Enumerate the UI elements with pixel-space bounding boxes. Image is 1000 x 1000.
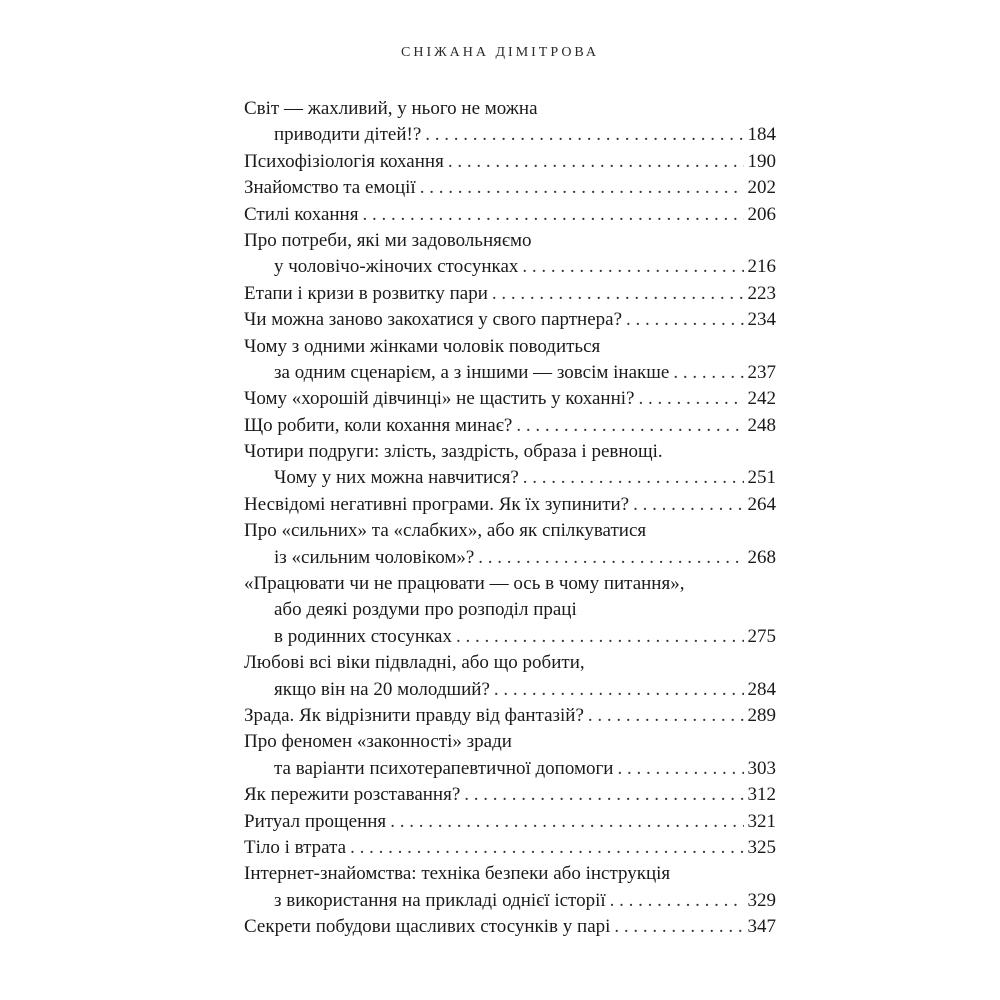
toc-entry <box>244 386 776 412</box>
toc-entry-title: Несвідомі негативні програми. Як їх зупинити? <box>244 493 630 515</box>
toc-page-number: 190 <box>747 150 776 172</box>
toc-entry-title: з використання на прикладі однієї історії <box>274 889 606 911</box>
toc-page-number: 275 <box>747 625 776 647</box>
toc-line <box>244 809 776 835</box>
toc-line <box>244 597 776 623</box>
toc-entry-title: Чому з одними жінками чоловік поводиться <box>244 335 601 357</box>
toc-entry <box>244 835 776 861</box>
toc-entry <box>244 703 776 729</box>
toc-entry-title: Чому у них можна навчитися? <box>274 467 519 489</box>
toc-line <box>244 756 776 782</box>
toc-entry <box>244 518 776 571</box>
dot-leader <box>350 835 743 861</box>
dot-leader <box>626 307 743 333</box>
toc-entry <box>244 439 776 492</box>
toc-entry <box>244 96 776 149</box>
toc-entry-title: «Працювати чи не працювати — ось в чому питання», <box>244 573 685 595</box>
toc-page-number: 248 <box>747 414 776 436</box>
dot-leader <box>390 809 743 835</box>
toc-entry-title: Про феномен «законності» зради <box>244 731 512 753</box>
toc-line <box>244 254 776 280</box>
toc-line <box>244 624 776 650</box>
dot-leader <box>614 914 743 940</box>
toc-line <box>244 650 776 676</box>
toc-entry <box>244 571 776 650</box>
dot-leader <box>673 360 743 386</box>
toc-page-number: 184 <box>747 124 776 146</box>
toc-entry <box>244 729 776 782</box>
toc-entry-title: та варіанти психотерапевтичної допомоги <box>274 757 614 779</box>
toc-line <box>244 122 776 148</box>
toc-page-number: 303 <box>747 757 776 779</box>
toc-line <box>244 228 776 254</box>
toc-entry <box>244 202 776 228</box>
toc-entry-title: Як пережити розставання? <box>244 784 461 806</box>
toc-entry <box>244 228 776 281</box>
toc-entry <box>244 334 776 387</box>
dot-leader <box>638 386 743 412</box>
running-header: СНІЖАНА ДІМІТРОВА <box>401 45 599 60</box>
toc-entry-title: Про потреби, які ми задовольняємо <box>244 229 532 251</box>
table-of-contents <box>244 96 776 941</box>
toc-entry-title: Стилі кохання <box>244 203 359 225</box>
toc-page-number: 312 <box>747 784 776 806</box>
toc-line <box>244 281 776 307</box>
dot-leader <box>448 149 744 175</box>
dot-leader <box>494 677 744 703</box>
dot-leader <box>456 624 744 650</box>
toc-entry-title: або деякі роздуми про розподіл праці <box>274 599 577 621</box>
toc-line <box>244 202 776 228</box>
dot-leader <box>362 202 743 228</box>
dot-leader <box>523 465 744 491</box>
toc-line <box>244 386 776 412</box>
toc-entry-title: у чоловічо-жіночих стосунках <box>274 256 519 278</box>
toc-entry <box>244 175 776 201</box>
toc-line <box>244 334 776 360</box>
toc-line <box>244 782 776 808</box>
dot-leader <box>478 545 743 571</box>
dot-leader <box>522 254 743 280</box>
toc-page-number: 202 <box>747 177 776 199</box>
toc-page-number: 264 <box>747 493 776 515</box>
dot-leader <box>425 122 743 148</box>
dot-leader <box>420 175 744 201</box>
toc-page-number: 289 <box>747 704 776 726</box>
toc-entry-title: Чому «хорошій дівчинці» не щастить у коханні? <box>244 388 635 410</box>
toc-entry-title: Зрада. Як відрізнити правду від фантазій? <box>244 704 584 726</box>
toc-line <box>244 175 776 201</box>
dot-leader <box>492 281 744 307</box>
toc-entry-title: із «сильним чоловіком»? <box>274 546 475 568</box>
toc-page-number: 206 <box>747 203 776 225</box>
toc-entry-title: за одним сценарієм, а з іншими — зовсім інакше <box>274 361 670 383</box>
toc-entry-title: якщо він на 20 молодший? <box>274 678 490 700</box>
toc-entry-title: Інтернет-знайомства: техніка безпеки або інструкція <box>244 863 671 885</box>
toc-line <box>244 96 776 122</box>
toc-line <box>244 729 776 755</box>
toc-entry-title: Секрети побудови щасливих стосунків у парі <box>244 916 611 938</box>
toc-line <box>244 677 776 703</box>
toc-entry-title: Світ — жахливий, у нього не можна <box>244 98 538 119</box>
toc-line <box>244 149 776 175</box>
toc-line <box>244 492 776 518</box>
toc-entry-title: Знайомство та емоції <box>244 177 416 199</box>
toc-entry-title: Ритуал прощення <box>244 810 387 832</box>
toc-page-number: 223 <box>747 282 776 304</box>
toc-entry <box>244 861 776 914</box>
toc-page-number: 216 <box>747 256 776 278</box>
toc-page-number: 321 <box>747 810 776 832</box>
toc-line <box>244 861 776 887</box>
toc-entry <box>244 149 776 175</box>
toc-entry-title: Етапи і кризи в розвитку пари <box>244 282 488 304</box>
toc-page-number: 251 <box>747 467 776 489</box>
toc-line <box>244 465 776 491</box>
toc-line <box>244 545 776 571</box>
toc-entry-title: Чотири подруги: злість, заздрість, образа і ревнощі. <box>244 441 663 463</box>
dot-leader <box>633 492 743 518</box>
toc-entry <box>244 413 776 439</box>
toc-line <box>244 571 776 597</box>
toc-entry-title: Тіло і втрата <box>244 836 347 858</box>
toc-line <box>244 835 776 861</box>
toc-entry <box>244 809 776 835</box>
toc-line <box>244 413 776 439</box>
toc-entry-title: приводити дітей!? <box>274 124 422 146</box>
toc-page-number: 268 <box>747 546 776 568</box>
dot-leader <box>516 413 743 439</box>
toc-entry <box>244 307 776 333</box>
toc-page-number: 329 <box>747 889 776 911</box>
toc-line <box>244 360 776 386</box>
toc-page-number: 234 <box>747 309 776 331</box>
toc-entry <box>244 914 776 940</box>
toc-line <box>244 439 776 465</box>
toc-page-number: 325 <box>747 836 776 858</box>
toc-entry <box>244 650 776 703</box>
toc-page-number: 242 <box>747 388 776 410</box>
toc-line <box>244 518 776 544</box>
toc-page-number: 347 <box>747 916 776 938</box>
toc-entry-title: Психофізіологія кохання <box>244 150 444 172</box>
toc-line <box>244 703 776 729</box>
toc-entry-title: Любові всі віки підвладні, або що робити, <box>244 652 585 674</box>
toc-page-number: 237 <box>747 361 776 383</box>
toc-line <box>244 888 776 914</box>
toc-entry-title: в родинних стосунках <box>274 625 452 647</box>
dot-leader <box>588 703 744 729</box>
toc-entry-title: Про «сильних» та «слабких», або як спілкуватися <box>244 520 647 542</box>
toc-entry <box>244 281 776 307</box>
dot-leader <box>464 782 743 808</box>
toc-entry <box>244 782 776 808</box>
toc-line <box>244 307 776 333</box>
toc-entry-title: Що робити, коли кохання минає? <box>244 414 513 436</box>
toc-entry <box>244 492 776 518</box>
toc-page-number: 284 <box>747 678 776 700</box>
dot-leader <box>610 888 744 914</box>
toc-entry-title: Чи можна заново закохатися у свого партнера? <box>244 309 623 331</box>
dot-leader <box>617 756 743 782</box>
toc-line <box>244 914 776 940</box>
